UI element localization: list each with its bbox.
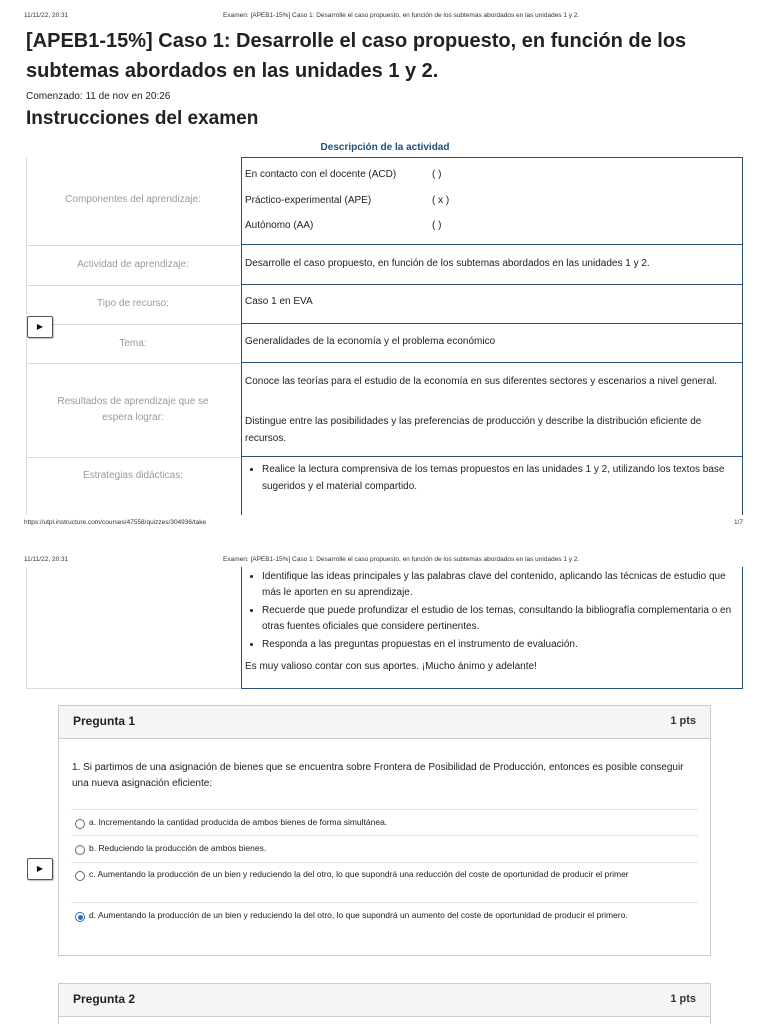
instructions-heading: Instrucciones del examen xyxy=(26,108,259,129)
question-card xyxy=(58,705,711,956)
strategies-list xyxy=(242,461,742,497)
table-left-border xyxy=(26,567,27,688)
row-label-tema: Tema: xyxy=(119,338,147,349)
page-header-title: Examen: [APEB1-15%] Caso 1: Desarrolle el caso propuesto, en función de los subtemas abordados en las unidades 1 y 2. xyxy=(223,12,580,19)
row-value-estrategias-part1 xyxy=(241,457,743,515)
row-value-actividad xyxy=(241,245,743,285)
strategy-item: • Responda a las preguntas propuestas en el instrumento de evaluación. xyxy=(262,637,742,653)
row-separator xyxy=(26,324,240,325)
row-separator xyxy=(26,457,240,458)
answer-option-b[interactable] xyxy=(71,835,698,862)
row-value-estrategias-part2 xyxy=(241,567,743,689)
question-title: Pregunta 2 xyxy=(73,992,136,1006)
page-header-date: 11/11/22, 20:31 xyxy=(24,556,69,563)
question-card xyxy=(58,983,711,1024)
component-acd-mark: ( ) xyxy=(432,169,442,180)
activity-text: Desarrolle el caso propuesto, en función de los subtemas abordados en las unidades 1 y 2. xyxy=(245,258,650,269)
answer-label[interactable]: a. Incrementando la cantidad producida de ambos bienes de forma simultánea. xyxy=(89,817,388,827)
question-points: 1 pts xyxy=(670,715,696,727)
exam-title: [APEB1-15%] Caso 1: Desarrolle el caso propuesto, en función de los subtemas abordados en las unidades 1 y 2. xyxy=(26,30,687,82)
answer-option-d[interactable] xyxy=(71,902,698,943)
row-separator xyxy=(26,245,240,246)
page-header-title: Examen: [APEB1-15%] Caso 1: Desarrolle el caso propuesto, en función de los subtemas abordados en las unidades 1 y 2. xyxy=(223,556,580,563)
component-acd: En contacto con el docente (ACD) xyxy=(245,169,397,180)
learning-outcome-1: Conoce las teorías para el estudio de la economía en sus diferentes sectores y escenarios a nivel general. xyxy=(245,376,717,387)
learning-outcome-2: Distingue entre las posibilidades y las preferencias de producción y describe la distribución eficiente de recursos. xyxy=(245,416,702,444)
component-aa: Autónomo (AA) xyxy=(245,220,314,231)
question-title: Pregunta 1 xyxy=(73,714,136,728)
started-timestamp: Comenzado: 11 de nov en 20:26 xyxy=(26,91,171,102)
answer-option-c[interactable] xyxy=(71,862,698,903)
page-footer-number: 1/7 xyxy=(734,519,744,526)
answer-label[interactable]: b. Reduciendo la producción de ambos bienes. xyxy=(89,843,267,853)
question-header xyxy=(59,984,710,1017)
resource-type-text: Caso 1 en EVA xyxy=(245,296,313,307)
radio-button[interactable] xyxy=(75,845,85,855)
row-separator xyxy=(26,285,240,286)
strategy-item: • Realice la lectura comprensiva de los temas propuestos en las unidades 1 y 2, utilizando los textos base sugeridos y el material compartido. xyxy=(262,461,742,495)
question-header xyxy=(59,706,710,739)
activity-table-heading: Descripción de la actividad xyxy=(320,142,450,153)
strategies-list-continued xyxy=(242,569,742,655)
closing-message: Es muy valioso contar con sus aportes. ¡Mucho ánimo y adelante! xyxy=(245,661,537,672)
radio-button-selected[interactable] xyxy=(75,912,85,922)
strategy-item: • Recuerde que puede profundizar el estudio de los temas, consultando la bibliografía complementaria o en otras fuentes oficiales que considere pertinentes. xyxy=(262,603,742,635)
row-value-tema xyxy=(241,324,743,363)
row-separator xyxy=(26,688,240,689)
row-label-resultados: Resultados de aprendizaje que se espera lograr: xyxy=(57,396,209,423)
page-footer-url: https://utpl.instructure.com/courses/47558/quizzes/304936/take xyxy=(24,519,207,526)
play-icon[interactable]: ▶ xyxy=(27,316,53,338)
row-label-componentes: Componentes del aprendizaje: xyxy=(65,194,201,205)
row-separator xyxy=(26,363,240,364)
component-aa-mark: ( ) xyxy=(432,220,442,231)
row-value-componentes xyxy=(241,157,743,245)
page-header-date: 11/11/22, 20:31 xyxy=(24,12,69,19)
question-text: 1. Si partimos de una asignación de bienes que se encuentra sobre Frontera de Posibilidad de Producción, entonces es posible conseguir una nueva asignación eficiente: xyxy=(72,762,684,789)
radio-button[interactable] xyxy=(75,819,85,829)
topic-text: Generalidades de la economía y el problema económico xyxy=(245,336,496,347)
play-icon[interactable]: ▶ xyxy=(27,858,53,880)
row-label-actividad: Actividad de aprendizaje: xyxy=(77,259,189,270)
answer-option-a[interactable] xyxy=(71,809,698,836)
question-points: 1 pts xyxy=(670,993,696,1005)
component-ape: Práctico-experimental (APE) xyxy=(245,195,372,206)
row-label-tipo-recurso: Tipo de recurso: xyxy=(97,298,169,309)
component-ape-mark: ( x ) xyxy=(432,195,450,206)
answer-label[interactable]: c. Aumentando la producción de un bien y reduciendo la del otro, lo que supondrá una reducción del coste de oportunidad de producir el primer xyxy=(89,869,629,879)
row-value-resultados xyxy=(241,363,743,457)
row-label-estrategias: Estrategias didácticas: xyxy=(82,470,184,481)
strategy-item: • Identifique las ideas principales y las palabras clave del contenido, aplicando las técnicas de estudio que más le aporten en su aprendizaje. xyxy=(262,569,742,601)
row-value-tipo-recurso xyxy=(241,285,743,324)
answer-label[interactable]: d. Aumentando la producción de un bien y reduciendo la del otro, lo que supondrá un aumento del coste de oportunidad de producir el primero. xyxy=(89,910,628,920)
radio-button[interactable] xyxy=(75,871,85,881)
